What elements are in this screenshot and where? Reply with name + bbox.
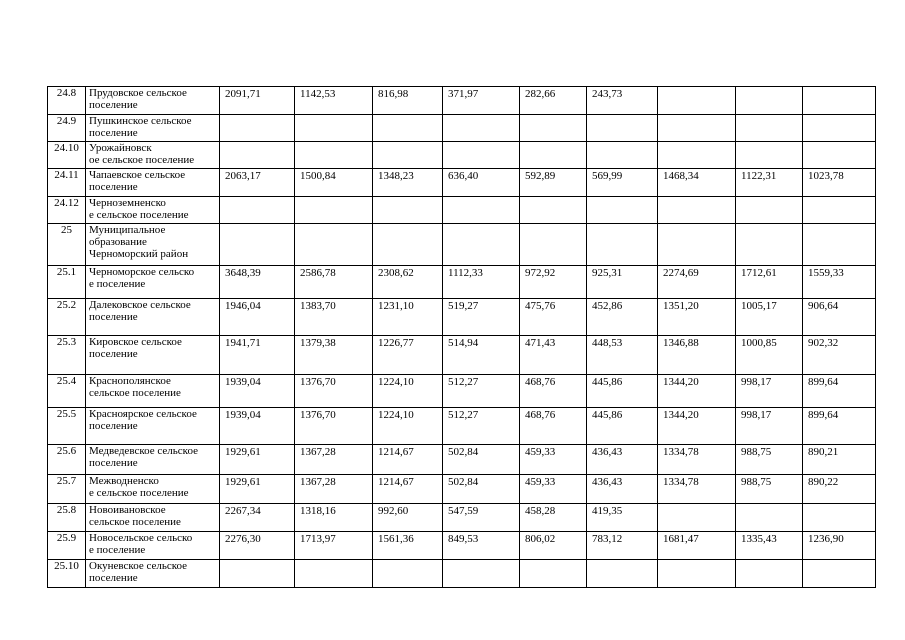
value-cell <box>736 115 803 142</box>
value-cell: 1681,47 <box>658 532 736 560</box>
value-cell <box>736 560 803 588</box>
value-cell: 1939,04 <box>220 408 295 445</box>
value-cell: 1367,28 <box>295 475 373 504</box>
settlement-name-line: поселение <box>89 572 138 584</box>
table-row <box>48 169 876 197</box>
settlement-name-line: Новоивановское <box>89 504 166 516</box>
table-row <box>48 375 876 408</box>
value-cell <box>295 142 373 169</box>
value-cell <box>658 142 736 169</box>
value-cell: 1005,17 <box>736 299 803 336</box>
value-cell <box>220 224 295 266</box>
value-cell: 1214,67 <box>373 445 443 475</box>
table-row <box>48 266 876 299</box>
table-row <box>48 560 876 588</box>
value-cell: 459,33 <box>520 445 587 475</box>
value-cell <box>587 197 658 224</box>
row-number: 24.10 <box>48 142 86 169</box>
value-cell: 1231,10 <box>373 299 443 336</box>
settlement-name-line: Межводненско <box>89 475 159 487</box>
table-row <box>48 504 876 532</box>
value-cell <box>658 115 736 142</box>
value-cell: 1142,53 <box>295 87 373 115</box>
row-number: 24.9 <box>48 115 86 142</box>
value-cell <box>373 115 443 142</box>
value-cell: 899,64 <box>803 375 876 408</box>
value-cell <box>520 142 587 169</box>
value-cell <box>587 224 658 266</box>
settlement-name <box>86 224 220 266</box>
settlement-name-line: Пушкинское сельское <box>89 115 192 127</box>
value-cell: 1468,34 <box>658 169 736 197</box>
value-cell: 1346,88 <box>658 336 736 375</box>
value-cell: 2274,69 <box>658 266 736 299</box>
settlement-name-line: Кировское сельское <box>89 336 182 348</box>
table-row <box>48 87 876 115</box>
value-cell: 459,33 <box>520 475 587 504</box>
value-cell: 448,53 <box>587 336 658 375</box>
value-cell: 1559,33 <box>803 266 876 299</box>
settlement-name-line: Урожайновск <box>89 142 152 154</box>
value-cell <box>658 224 736 266</box>
settlement-name-line: Черноземненско <box>89 197 166 209</box>
value-cell: 998,17 <box>736 375 803 408</box>
settlement-name <box>86 169 220 197</box>
value-cell <box>443 142 520 169</box>
value-cell: 1112,33 <box>443 266 520 299</box>
value-cell: 502,84 <box>443 445 520 475</box>
settlement-name <box>86 504 220 532</box>
value-cell <box>373 560 443 588</box>
value-cell <box>220 115 295 142</box>
value-cell: 2063,17 <box>220 169 295 197</box>
value-cell: 502,84 <box>443 475 520 504</box>
value-cell: 1000,85 <box>736 336 803 375</box>
row-number: 25.5 <box>48 408 86 445</box>
row-number: 25 <box>48 224 86 266</box>
settlement-name-line: е сельское поселение <box>89 487 189 499</box>
value-cell <box>803 504 876 532</box>
settlement-name-line: е поселение <box>89 544 146 556</box>
value-cell: 890,21 <box>803 445 876 475</box>
value-cell <box>220 197 295 224</box>
value-cell: 1929,61 <box>220 445 295 475</box>
value-cell: 452,86 <box>587 299 658 336</box>
value-cell <box>658 197 736 224</box>
settlement-name <box>86 560 220 588</box>
table-row <box>48 445 876 475</box>
value-cell <box>736 224 803 266</box>
value-cell <box>520 115 587 142</box>
table-body <box>48 87 876 588</box>
settlement-name-line: Чапаевское сельское <box>89 169 186 181</box>
value-cell: 1122,31 <box>736 169 803 197</box>
settlement-name <box>86 142 220 169</box>
settlement-name-line: поселение <box>89 127 138 139</box>
settlement-name <box>86 266 220 299</box>
value-cell: 1941,71 <box>220 336 295 375</box>
value-cell: 988,75 <box>736 475 803 504</box>
settlement-name <box>86 299 220 336</box>
value-cell: 1561,36 <box>373 532 443 560</box>
value-cell <box>803 224 876 266</box>
value-cell <box>520 197 587 224</box>
value-cell <box>295 197 373 224</box>
value-cell: 899,64 <box>803 408 876 445</box>
value-cell: 2276,30 <box>220 532 295 560</box>
settlement-name <box>86 532 220 560</box>
row-number: 25.7 <box>48 475 86 504</box>
value-cell: 1348,23 <box>373 169 443 197</box>
value-cell: 512,27 <box>443 375 520 408</box>
value-cell <box>658 504 736 532</box>
value-cell <box>220 142 295 169</box>
value-cell: 1023,78 <box>803 169 876 197</box>
value-cell: 1713,97 <box>295 532 373 560</box>
settlement-name <box>86 197 220 224</box>
value-cell: 1351,20 <box>658 299 736 336</box>
value-cell: 806,02 <box>520 532 587 560</box>
value-cell <box>443 115 520 142</box>
value-cell: 1379,38 <box>295 336 373 375</box>
table-row <box>48 224 876 266</box>
settlement-name-line: поселение <box>89 311 138 323</box>
value-cell: 569,99 <box>587 169 658 197</box>
table-row <box>48 115 876 142</box>
settlement-name-line: Черноморское сельско <box>89 266 195 278</box>
value-cell <box>736 142 803 169</box>
value-cell: 1367,28 <box>295 445 373 475</box>
row-number: 25.10 <box>48 560 86 588</box>
settlement-name-line: Новосельское сельско <box>89 532 193 544</box>
settlement-name-line: Прудовское сельское <box>89 87 187 99</box>
value-cell <box>658 560 736 588</box>
value-cell: 849,53 <box>443 532 520 560</box>
value-cell: 1712,61 <box>736 266 803 299</box>
settlement-name-line: Краснополянское <box>89 375 171 387</box>
row-number: 25.8 <box>48 504 86 532</box>
value-cell: 436,43 <box>587 445 658 475</box>
value-cell: 2308,62 <box>373 266 443 299</box>
settlement-name-line: е сельское поселение <box>89 209 189 221</box>
settlement-name-line: Медведевское сельское <box>89 445 198 457</box>
value-cell: 925,31 <box>587 266 658 299</box>
table-row <box>48 408 876 445</box>
value-cell <box>803 197 876 224</box>
value-cell: 471,43 <box>520 336 587 375</box>
row-number: 24.8 <box>48 87 86 115</box>
value-cell: 2091,71 <box>220 87 295 115</box>
value-cell: 998,17 <box>736 408 803 445</box>
row-number: 24.12 <box>48 197 86 224</box>
value-cell: 1236,90 <box>803 532 876 560</box>
value-cell <box>443 197 520 224</box>
value-cell: 1214,67 <box>373 475 443 504</box>
value-cell <box>373 197 443 224</box>
value-cell: 1376,70 <box>295 375 373 408</box>
value-cell <box>803 142 876 169</box>
row-number: 24.11 <box>48 169 86 197</box>
value-cell <box>587 115 658 142</box>
settlement-name <box>86 408 220 445</box>
value-cell: 816,98 <box>373 87 443 115</box>
value-cell <box>443 224 520 266</box>
settlement-name-line: Далековское сельское <box>89 299 191 311</box>
value-cell: 1318,16 <box>295 504 373 532</box>
value-cell <box>736 197 803 224</box>
value-cell: 1376,70 <box>295 408 373 445</box>
value-cell: 468,76 <box>520 375 587 408</box>
row-number: 25.2 <box>48 299 86 336</box>
value-cell <box>295 115 373 142</box>
settlement-name-line: Окуневское сельское <box>89 560 188 572</box>
value-cell: 902,32 <box>803 336 876 375</box>
value-cell <box>803 115 876 142</box>
settlement-name <box>86 115 220 142</box>
value-cell: 1344,20 <box>658 375 736 408</box>
value-cell <box>373 142 443 169</box>
settlement-name <box>86 475 220 504</box>
row-number: 25.1 <box>48 266 86 299</box>
value-cell: 1929,61 <box>220 475 295 504</box>
value-cell <box>295 560 373 588</box>
value-cell: 468,76 <box>520 408 587 445</box>
row-number: 25.3 <box>48 336 86 375</box>
value-cell: 592,89 <box>520 169 587 197</box>
value-cell <box>520 224 587 266</box>
value-cell: 547,59 <box>443 504 520 532</box>
value-cell: 783,12 <box>587 532 658 560</box>
value-cell: 1224,10 <box>373 375 443 408</box>
row-number: 25.4 <box>48 375 86 408</box>
settlement-name-line: ое сельское поселение <box>89 154 195 166</box>
value-cell: 972,92 <box>520 266 587 299</box>
value-cell: 243,73 <box>587 87 658 115</box>
row-number: 25.9 <box>48 532 86 560</box>
value-cell <box>658 87 736 115</box>
settlement-name-line: Красноярское сельское <box>89 408 197 420</box>
value-cell <box>803 560 876 588</box>
value-cell: 282,66 <box>520 87 587 115</box>
value-cell: 2586,78 <box>295 266 373 299</box>
settlement-name <box>86 87 220 115</box>
value-cell: 445,86 <box>587 408 658 445</box>
value-cell: 1335,43 <box>736 532 803 560</box>
settlement-name-line: поселение <box>89 457 138 469</box>
value-cell: 1334,78 <box>658 475 736 504</box>
value-cell: 371,97 <box>443 87 520 115</box>
value-cell: 445,86 <box>587 375 658 408</box>
settlement-name-line: поселение <box>89 420 138 432</box>
value-cell: 906,64 <box>803 299 876 336</box>
value-cell: 514,94 <box>443 336 520 375</box>
value-cell: 992,60 <box>373 504 443 532</box>
value-cell <box>587 142 658 169</box>
settlement-name-line: образование <box>89 236 147 248</box>
table-row <box>48 142 876 169</box>
value-cell <box>587 560 658 588</box>
settlement-name-line: е поселение <box>89 278 146 290</box>
value-cell: 1383,70 <box>295 299 373 336</box>
settlement-name-line: поселение <box>89 181 138 193</box>
value-cell: 519,27 <box>443 299 520 336</box>
value-cell: 1939,04 <box>220 375 295 408</box>
value-cell: 1334,78 <box>658 445 736 475</box>
settlement-name-line: поселение <box>89 99 138 111</box>
value-cell <box>220 560 295 588</box>
value-cell <box>295 224 373 266</box>
settlement-name-line: Муниципальное <box>89 224 166 236</box>
value-cell: 512,27 <box>443 408 520 445</box>
value-cell <box>736 504 803 532</box>
value-cell: 1226,77 <box>373 336 443 375</box>
value-cell <box>803 87 876 115</box>
settlement-name-line: сельское поселение <box>89 387 181 399</box>
value-cell: 1500,84 <box>295 169 373 197</box>
value-cell <box>520 560 587 588</box>
value-cell: 636,40 <box>443 169 520 197</box>
table-row <box>48 299 876 336</box>
value-cell <box>373 224 443 266</box>
value-cell: 1946,04 <box>220 299 295 336</box>
value-cell: 1224,10 <box>373 408 443 445</box>
value-cell: 458,28 <box>520 504 587 532</box>
table-row <box>48 336 876 375</box>
tariff-table <box>47 86 876 588</box>
table-row <box>48 475 876 504</box>
settlement-name <box>86 445 220 475</box>
table-row <box>48 197 876 224</box>
value-cell: 1344,20 <box>658 408 736 445</box>
value-cell: 890,22 <box>803 475 876 504</box>
value-cell: 436,43 <box>587 475 658 504</box>
table-row <box>48 532 876 560</box>
value-cell <box>443 560 520 588</box>
row-number: 25.6 <box>48 445 86 475</box>
value-cell: 988,75 <box>736 445 803 475</box>
settlement-name <box>86 336 220 375</box>
value-cell: 2267,34 <box>220 504 295 532</box>
value-cell: 419,35 <box>587 504 658 532</box>
settlement-name-line: поселение <box>89 348 138 360</box>
settlement-name-line: Черноморский район <box>89 248 189 260</box>
settlement-name-line: сельское поселение <box>89 516 181 528</box>
settlement-name <box>86 375 220 408</box>
value-cell: 475,76 <box>520 299 587 336</box>
value-cell: 3648,39 <box>220 266 295 299</box>
value-cell <box>736 87 803 115</box>
